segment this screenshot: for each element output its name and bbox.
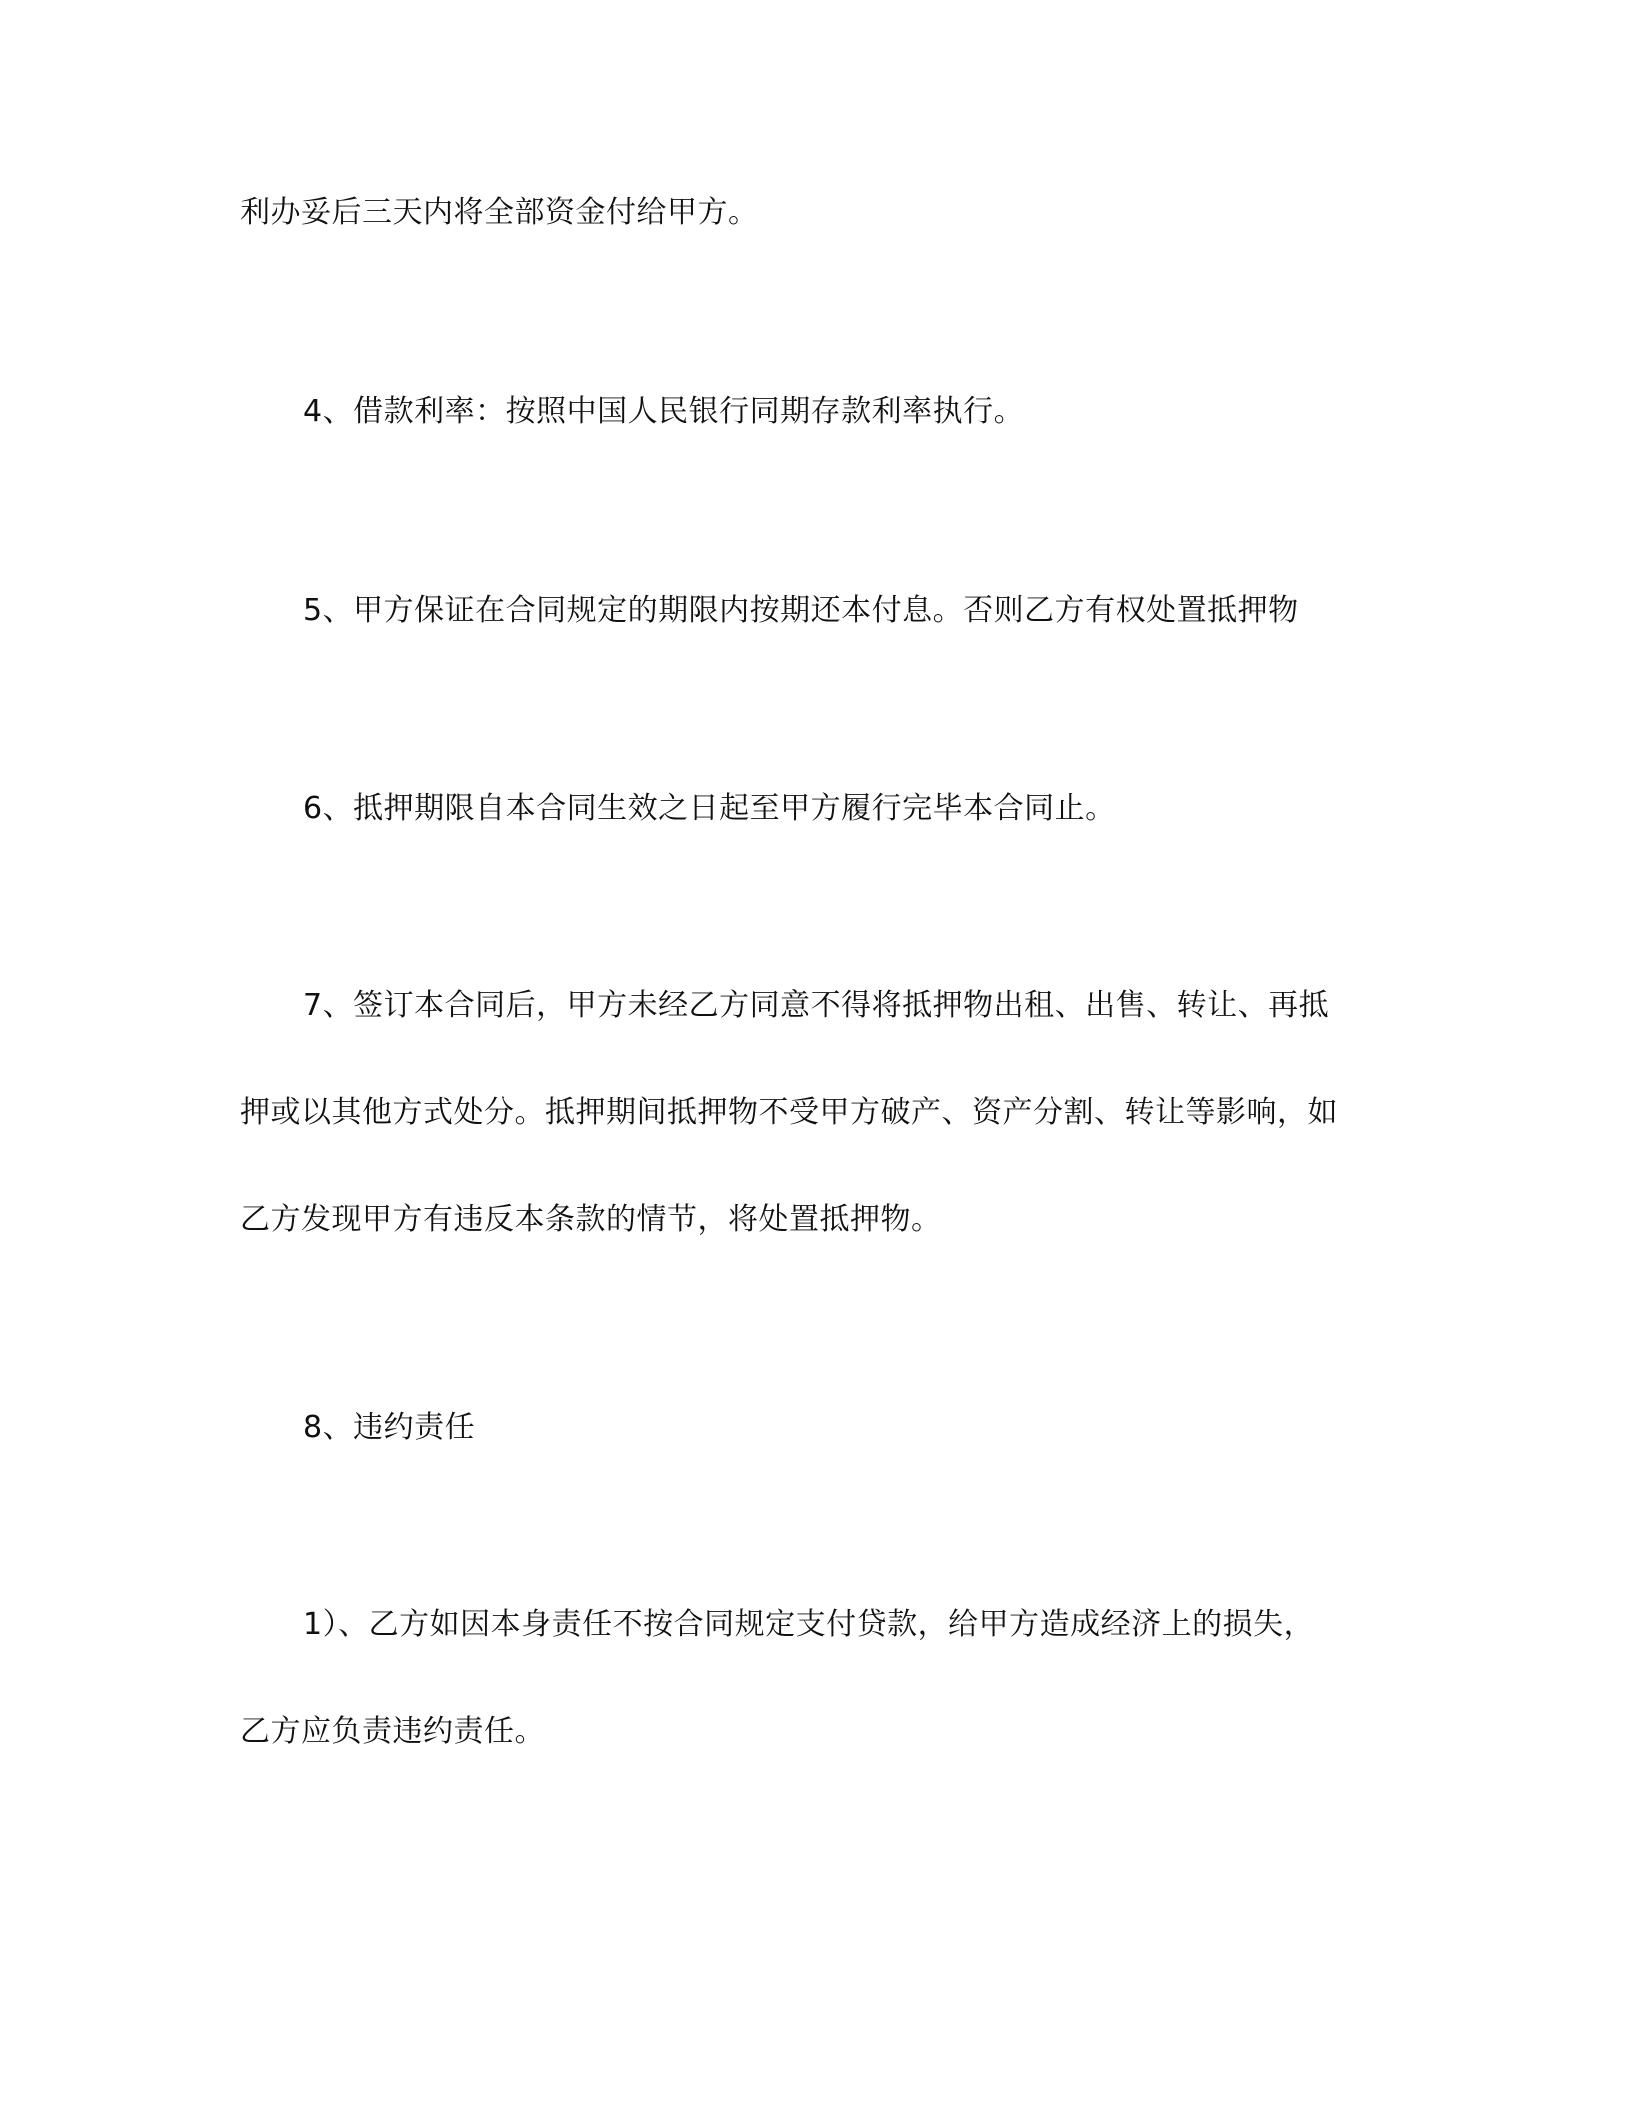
- clause-7-continuation-line: 押或以其他方式处分。抵押期间抵押物不受甲方破产、资产分割、转让等影响，如: [240, 1095, 1338, 1130]
- clause-8-heading: 8、违约责任: [303, 1410, 476, 1445]
- clause-8-item-1-line: 1）、乙方如因本身责任不按合同规定支付贷款，给甲方造成经济上的损失，: [303, 1607, 1315, 1642]
- clause-4-line: 4、借款利率：按照中国人民银行同期存款利率执行。: [303, 394, 1025, 429]
- clause-7-line: 7、签订本合同后，甲方未经乙方同意不得将抵押物出租、出售、转让、再抵: [303, 988, 1330, 1023]
- clause-8-item-1-continuation-line: 乙方应负责违约责任。: [240, 1714, 545, 1749]
- clause-6-line: 6、抵押期限自本合同生效之日起至甲方履行完毕本合同止。: [303, 791, 1116, 826]
- clause-5-line: 5、甲方保证在合同规定的期限内按期还本付息。否则乙方有权处置抵押物: [303, 593, 1299, 628]
- paragraph-line: 利办妥后三天内将全部资金付给甲方。: [240, 195, 759, 230]
- clause-7-continuation-line: 乙方发现甲方有违反本条款的情节，将处置抵押物。: [240, 1202, 942, 1237]
